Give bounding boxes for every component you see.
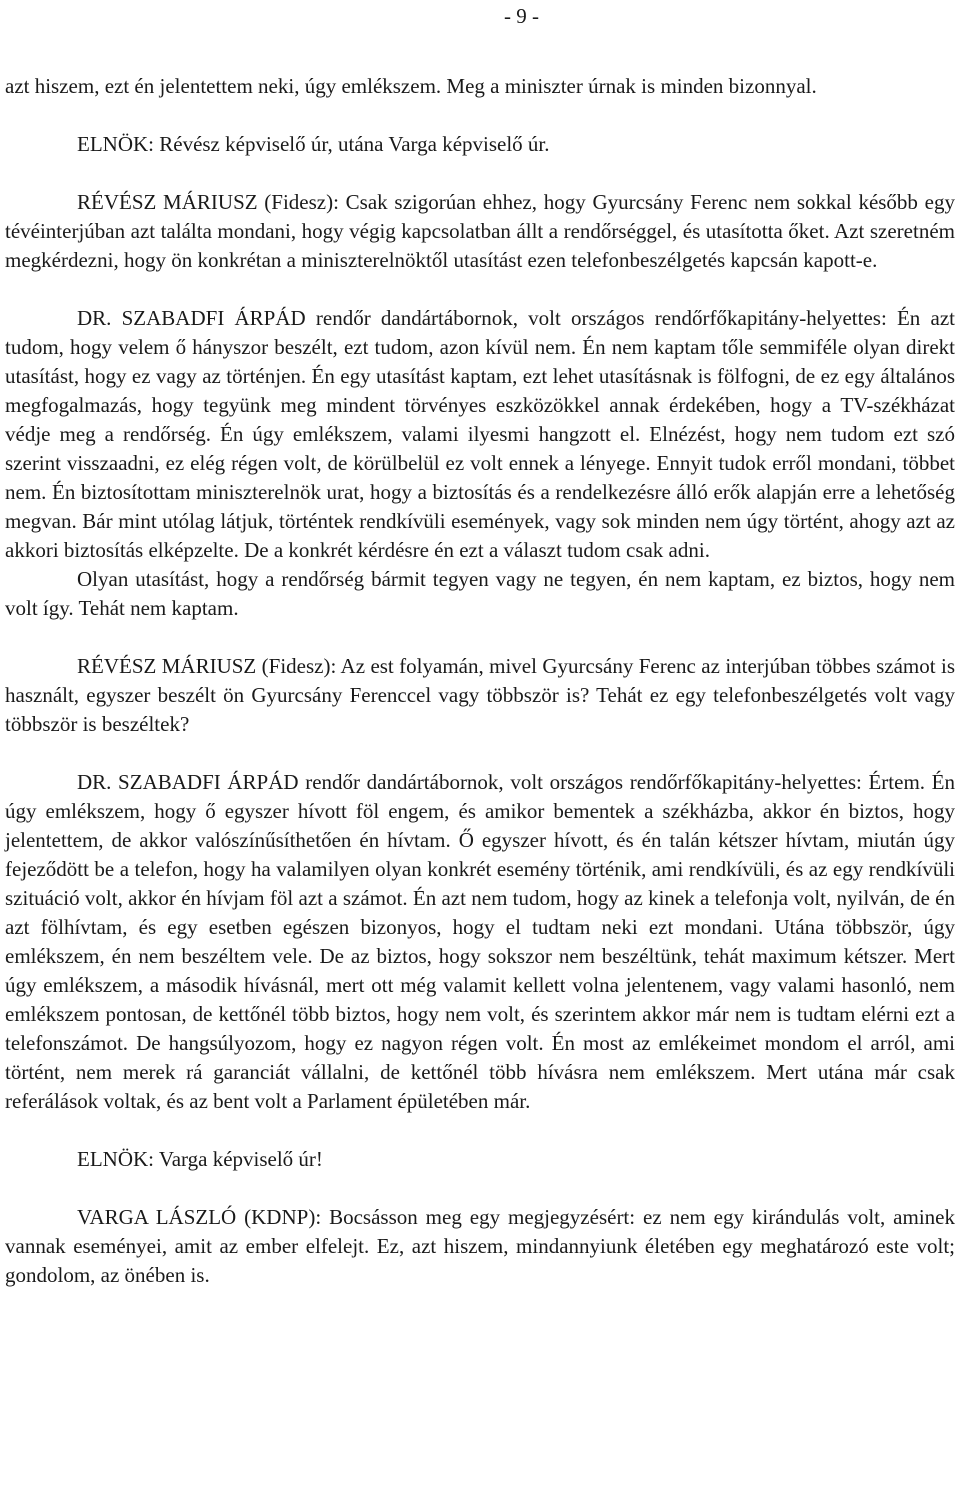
page-number: - 9 - — [504, 4, 539, 28]
paragraph-szabadfi-2: Olyan utasítást, hogy a rendőrség bármit tegyen vagy ne tegyen, én nem kaptam, ez biztos, hogy nem volt így. Tehát nem kaptam. — [5, 567, 955, 620]
paragraph-szabadfi-3: DR. SZABADFI ÁRPÁD rendőr dandártábornok, volt országos rendőrfőkapitány-helyettes: Értem. Én úgy emlékszem, hogy ő egyszer hívott föl engem, és amikor bementek a székházba, akkor én biztos, hogy jelentettem, de akkor valószínűsíthetően én hívtam. Ő egyszer hívott, és én talán kétszer hívtam, miután úgy fejeződött be a telefon, hogy ha valamilyen olyan konkrét esemény történik, ami rendkívüli, és az egy rendkívüli szituáció volt, akkor én hívjam föl azt a számot. Én azt nem tudom, hogy az kinek a telefonja volt, nyilván, de én azt fölhívtam, és egy esetben egészen bizonyos, hogy el tudtam neki ezt mondani. Utána többször, úgy emlékszem, én nem beszéltem vele. De az biztos, hogy sokszor nem beszéltünk, tehát maximum kétszer. Mert úgy emlékszem, a második hívásnál, mert ott még valamit kellett volna jelentenem, vagy valami hasonló, nem emlékszem pontosan, de kettőnél több biztos, hogy nem volt, és szerintem akkor már nem is tudtam elérni ezt a telefonszámot. De hangsúlyozom, hogy ez nagyon régen volt. Én most az emlékeimet mondom el arról, ami történt, nem merek rá garanciát vállalni, de kettőnél több hívásra nem emlékszem. Mert utána már csak referálások voltak, és az bent volt a Parlament épületében már. — [5, 770, 955, 1113]
paragraph-continuation: azt hiszem, ezt én jelentettem neki, úgy emlékszem. Meg a miniszter úrnak is minden bizonnyal. — [5, 74, 817, 98]
paragraph-reves-2: RÉVÉSZ MÁRIUSZ (Fidesz): Az est folyamán, mivel Gyurcsány Ferenc az interjúban többes számot is használt, egyszer beszélt ön Gyurcsány Ferenccel vagy többször is? Tehát ez egy telefonbeszélgetés volt vagy többször is beszéltek? — [5, 654, 955, 736]
paragraph-szabadfi-1: DR. SZABADFI ÁRPÁD rendőr dandártábornok, volt országos rendőrfőkapitány-helyettes: Én azt tudom, hogy velem ő hányszor beszélt, ezt tudom, azon kívül nem. Én nem kaptam tőle semmiféle olyan direkt utasítást, hogy ez vagy az történjen. Én egy utasítást kaptam, ezt lehet utasításnak is fölfogni, de ez egy általános megfogalmazás, hogy tegyünk meg mindent törvényes eszközökkel annak érdekében, hogy a TV-székházat védje meg a rendőrség. Én úgy emlékszem, valami ilyesmi hangzott el. Elnézést, hogy nem tudom ezt szó szerint visszaadni, ez elég régen volt, de körülbelül ez volt ennek a lényege. Ennyit tudok erről mondani, többet nem. Én biztosítottam miniszterelnök urat, hogy a biztosítás és a rendelkezésre álló erők alapján erre a lehetőség megvan. Bár mint utólag látjuk, történtek rendkívüli események, vagy sok minden nem úgy történt, ahogy azt az akkori biztosítás elképzelte. De a konkrét kérdésre én ezt a választ tudom csak adni. — [5, 306, 955, 562]
paragraph-reves-1: RÉVÉSZ MÁRIUSZ (Fidesz): Csak szigorúan ehhez, hogy Gyurcsány Ferenc nem sokkal később egy tévéinterjúban azt találta mondani, hogy végig kapcsolatban állt a rendőrséggel, és utasította őket. Azt szeretném megkérdezni, hogy ön konkrétan a miniszterelnöktől utasítást ezen telefonbeszélgetés kapcsán kapott-e. — [5, 190, 955, 272]
document-page — [5, 0, 955, 1290]
transcript-body — [5, 72, 955, 1290]
paragraph-varga-1: VARGA LÁSZLÓ (KDNP): Bocsásson meg egy megjegyzésért: ez nem egy kirándulás volt, aminek vannak eseményei, amit az ember elfelejt. Ez, azt hiszem, mindannyiunk életében egy meghatározó este volt; gondolom, az önében is. — [5, 1205, 955, 1287]
paragraph-chair-1: ELNÖK: Révész képviselő úr, utána Varga képviselő úr. — [77, 132, 550, 156]
paragraph-chair-2: ELNÖK: Varga képviselő úr! — [77, 1147, 323, 1171]
